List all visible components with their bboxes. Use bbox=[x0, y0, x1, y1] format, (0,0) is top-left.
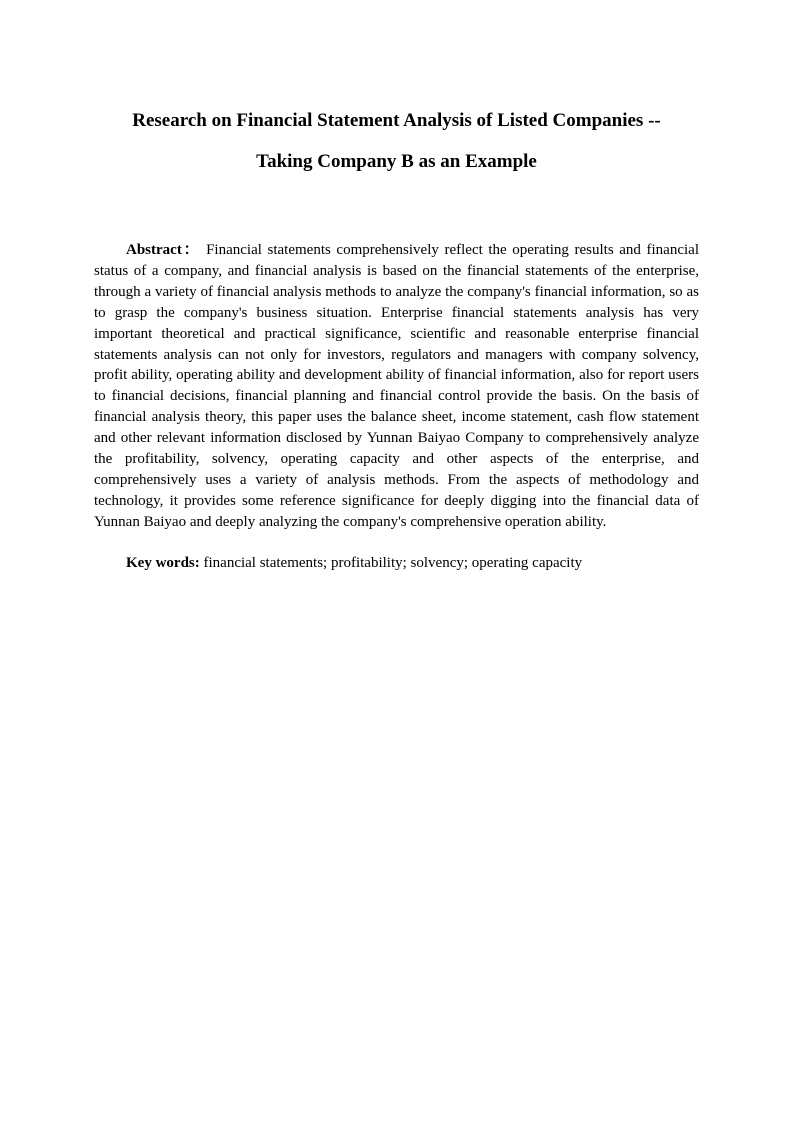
title-line-1: Research on Financial Statement Analysis of Listed Companies -- bbox=[132, 110, 661, 131]
paper-title bbox=[94, 100, 699, 182]
title-line-2: Taking Company B as an Example bbox=[256, 151, 537, 172]
abstract-label: Abstract： bbox=[126, 242, 201, 258]
abstract-paragraph bbox=[94, 240, 699, 533]
abstract-text: Financial statements comprehensively reflect the operating results and financial status of a company, and financial analysis is based on the financial statements of the enterprise, through a variety of financial analysis methods to analyze the company's financial information, so as to grasp the company's business situation. Enterprise financial statements analysis has very important theoretical and practical significance, scientific and reasonable enterprise financial statements analysis can not only for investors, regulators and managers with company solvency, profit ability, operating ability and development ability of financial information, also for report users to financial decisions, financial planning and financial control provide the basis. On the basis of financial analysis theory, this paper uses the balance sheet, income statement, cash flow statement and other relevant information disclosed by Yunnan Baiyao Company to comprehensively analyze the profitability, solvency, operating capacity and other aspects of the enterprise, and comprehensively uses a variety of analysis methods. From the aspects of methodology and technology, it provides some reference significance for deeply digging into the financial data of Yunnan Baiyao and deeply analyzing the company's comprehensive operation ability. bbox=[94, 242, 699, 530]
keywords-paragraph bbox=[94, 553, 699, 574]
keywords-text: financial statements; profitability; solvency; operating capacity bbox=[203, 555, 583, 571]
keywords-label: Key words: bbox=[126, 555, 200, 571]
